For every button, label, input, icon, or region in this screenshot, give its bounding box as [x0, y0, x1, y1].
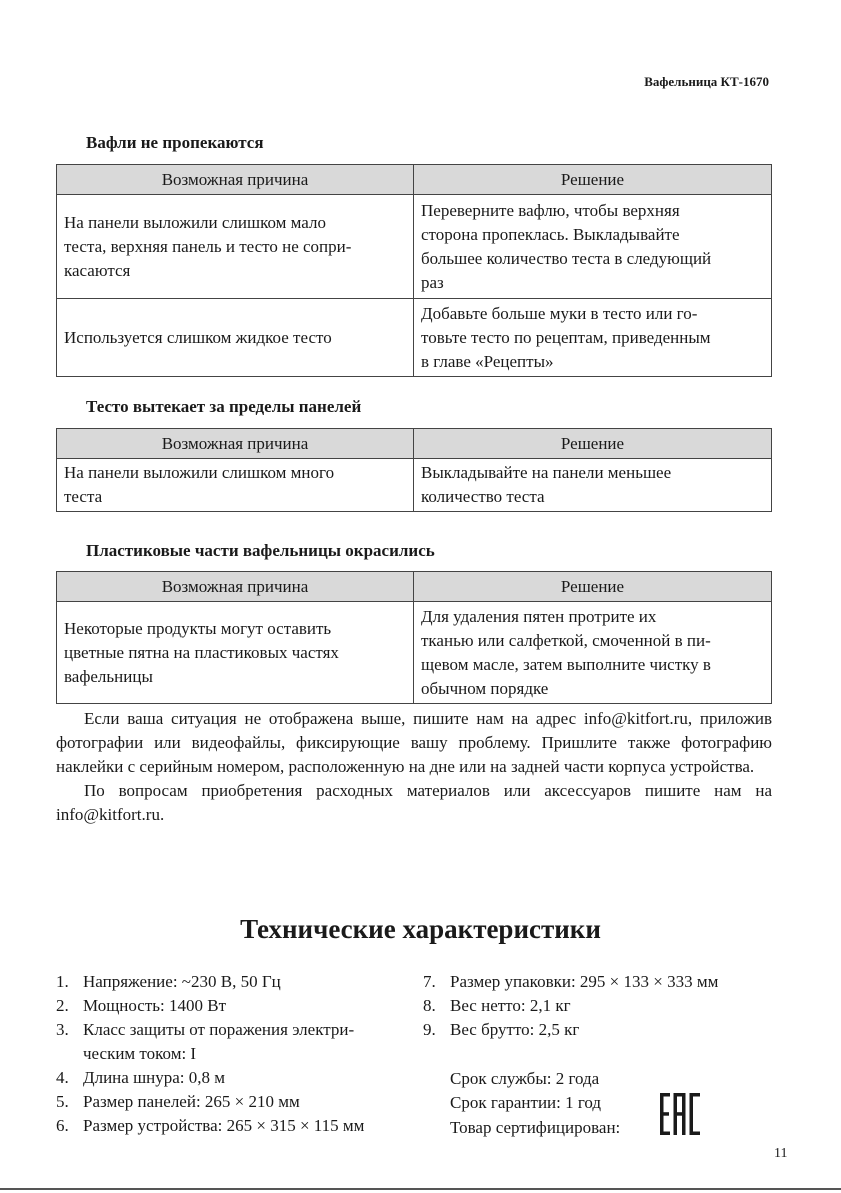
page-number: 11	[774, 1146, 788, 1161]
spec-item	[56, 1066, 364, 1090]
spec-number: 5.	[56, 1092, 69, 1111]
text-line: касаются	[64, 260, 131, 280]
spec-text: Мощность: 1400 Вт	[83, 996, 227, 1015]
specs-title: Технические характеристики	[240, 914, 601, 944]
spec-number: 1.	[56, 972, 69, 991]
troubleshooting-table-batter-leaks	[56, 428, 772, 512]
troubleshooting-table-waffles-not-baked	[56, 164, 772, 377]
spec-number: 6.	[56, 1116, 69, 1135]
spec-item	[423, 1018, 718, 1042]
solution-cell	[414, 195, 772, 299]
spec-text: Вес брутто: 2,5 кг	[450, 1020, 580, 1039]
spec-number: 4.	[56, 1068, 69, 1087]
section-title-batter-leaks: Тесто вытекает за пределы панелей	[86, 397, 362, 416]
table-row	[57, 459, 772, 512]
spec-item	[56, 1018, 364, 1042]
spec-item	[56, 994, 364, 1018]
table-header-row	[57, 429, 772, 459]
text-line: тканью или салфеткой, смоченной в пи-	[421, 630, 711, 650]
spec-text: Вес нетто: 2,1 кг	[450, 996, 571, 1015]
cause-cell	[57, 195, 414, 299]
text-line: Некоторые продукты могут оставить	[64, 618, 332, 638]
text-line: Переверните вафлю, чтобы верхняя	[421, 200, 680, 220]
column-header-cause: Возможная причина	[57, 572, 414, 602]
specs-list-right	[423, 970, 718, 1042]
cause-cell	[57, 299, 414, 377]
table-header-row	[57, 165, 772, 195]
spec-number: 3.	[56, 1020, 69, 1039]
text-line: цветные пятна на пластиковых частях	[64, 642, 339, 662]
spec-text: Длина шнура: 0,8 м	[83, 1068, 226, 1087]
cause-cell	[57, 459, 414, 512]
text-line: щевом масле, затем выполните чистку в	[421, 654, 711, 674]
table-row	[57, 602, 772, 704]
spec-item	[56, 1090, 364, 1114]
bottom-divider	[0, 1188, 841, 1190]
spec-text: Класс защиты от поражения электри-	[83, 1020, 355, 1039]
spec-number: 9.	[423, 1020, 436, 1039]
column-header-cause: Возможная причина	[57, 165, 414, 195]
service-life: Срок службы: 2 года	[450, 1069, 600, 1088]
text-line: в главе «Рецепты»	[421, 351, 554, 371]
text-line: обычном порядке	[421, 678, 549, 698]
spec-item	[56, 970, 364, 994]
column-header-solution: Решение	[414, 429, 772, 459]
solution-cell	[414, 299, 772, 377]
table-row	[57, 299, 772, 377]
running-header: Вафельница КТ-1670	[644, 74, 769, 89]
solution-cell	[414, 459, 772, 512]
troubleshooting-table-plastic-stained	[56, 571, 772, 704]
section-title-waffles-not-baked: Вафли не пропекаются	[86, 133, 264, 152]
text-line: товьте тесто по рецептам, приведенным	[421, 327, 711, 347]
text-line: вафельницы	[64, 666, 153, 686]
text-line: теста, верхняя панель и тесто не сопри-	[64, 236, 352, 256]
text-line: Добавьте больше муки в тесто или го-	[421, 303, 698, 323]
text-line: На панели выложили слишком мало	[64, 212, 326, 232]
text-line: количество теста	[421, 487, 545, 506]
solution-cell	[414, 602, 772, 704]
paragraph-accessories-contact: По вопросам приобретения расходных материалов или аксессуаров пишите нам на info@kitfort.ru.	[56, 781, 772, 824]
text-line: Используется слишком жидкое тесто	[64, 327, 332, 347]
spec-number: 8.	[423, 996, 436, 1015]
text-line: теста	[64, 487, 103, 506]
text-line: Выкладывайте на панели меньшее	[421, 463, 672, 482]
spec-text: Напряжение: ~230 В, 50 Гц	[83, 972, 281, 991]
spec-item	[423, 994, 718, 1018]
cause-cell	[57, 602, 414, 704]
spec-item	[423, 970, 718, 994]
spec-text: Размер упаковки: 295 × 133 × 333 мм	[450, 972, 719, 991]
table-header-row	[57, 572, 772, 602]
text-line: раз	[421, 272, 444, 292]
section-title-plastic-stained: Пластиковые части вафельницы окрасились	[86, 541, 435, 560]
spec-number: 2.	[56, 996, 69, 1015]
text-line: сторона пропеклась. Выкладывайте	[421, 224, 680, 244]
column-header-solution: Решение	[414, 572, 772, 602]
text-line: большее количество теста в следующий	[421, 248, 712, 268]
text-line: Для удаления пятен протрите их	[421, 606, 657, 626]
paragraph-support-contact: Если ваша ситуация не отображена выше, пишите нам на адрес info@kitfort.ru, приложив фотографии или видеофайлы, фиксирующие вашу проблему. Пришлите также фотографию наклейки с серийным номером, расположенную на дне или на задней части корпуса устройства.	[56, 709, 772, 776]
column-header-solution: Решение	[414, 165, 772, 195]
spec-text: Размер панелей: 265 × 210 мм	[83, 1092, 300, 1111]
contact-text	[56, 707, 772, 827]
specs-list-left	[56, 970, 364, 1138]
column-header-cause: Возможная причина	[57, 429, 414, 459]
spec-number: 7.	[423, 972, 436, 991]
eac-certification-mark-icon	[660, 1093, 700, 1135]
certification-label: Товар сертифицирован:	[450, 1118, 621, 1137]
table-row	[57, 195, 772, 299]
text-line: На панели выложили слишком много	[64, 463, 335, 482]
spec-item	[56, 1114, 364, 1138]
spec-text-continuation: ческим током: I	[83, 1044, 197, 1063]
warranty-period: Срок гарантии: 1 год	[450, 1093, 602, 1112]
spec-text: Размер устройства: 265 × 315 × 115 мм	[83, 1116, 365, 1135]
